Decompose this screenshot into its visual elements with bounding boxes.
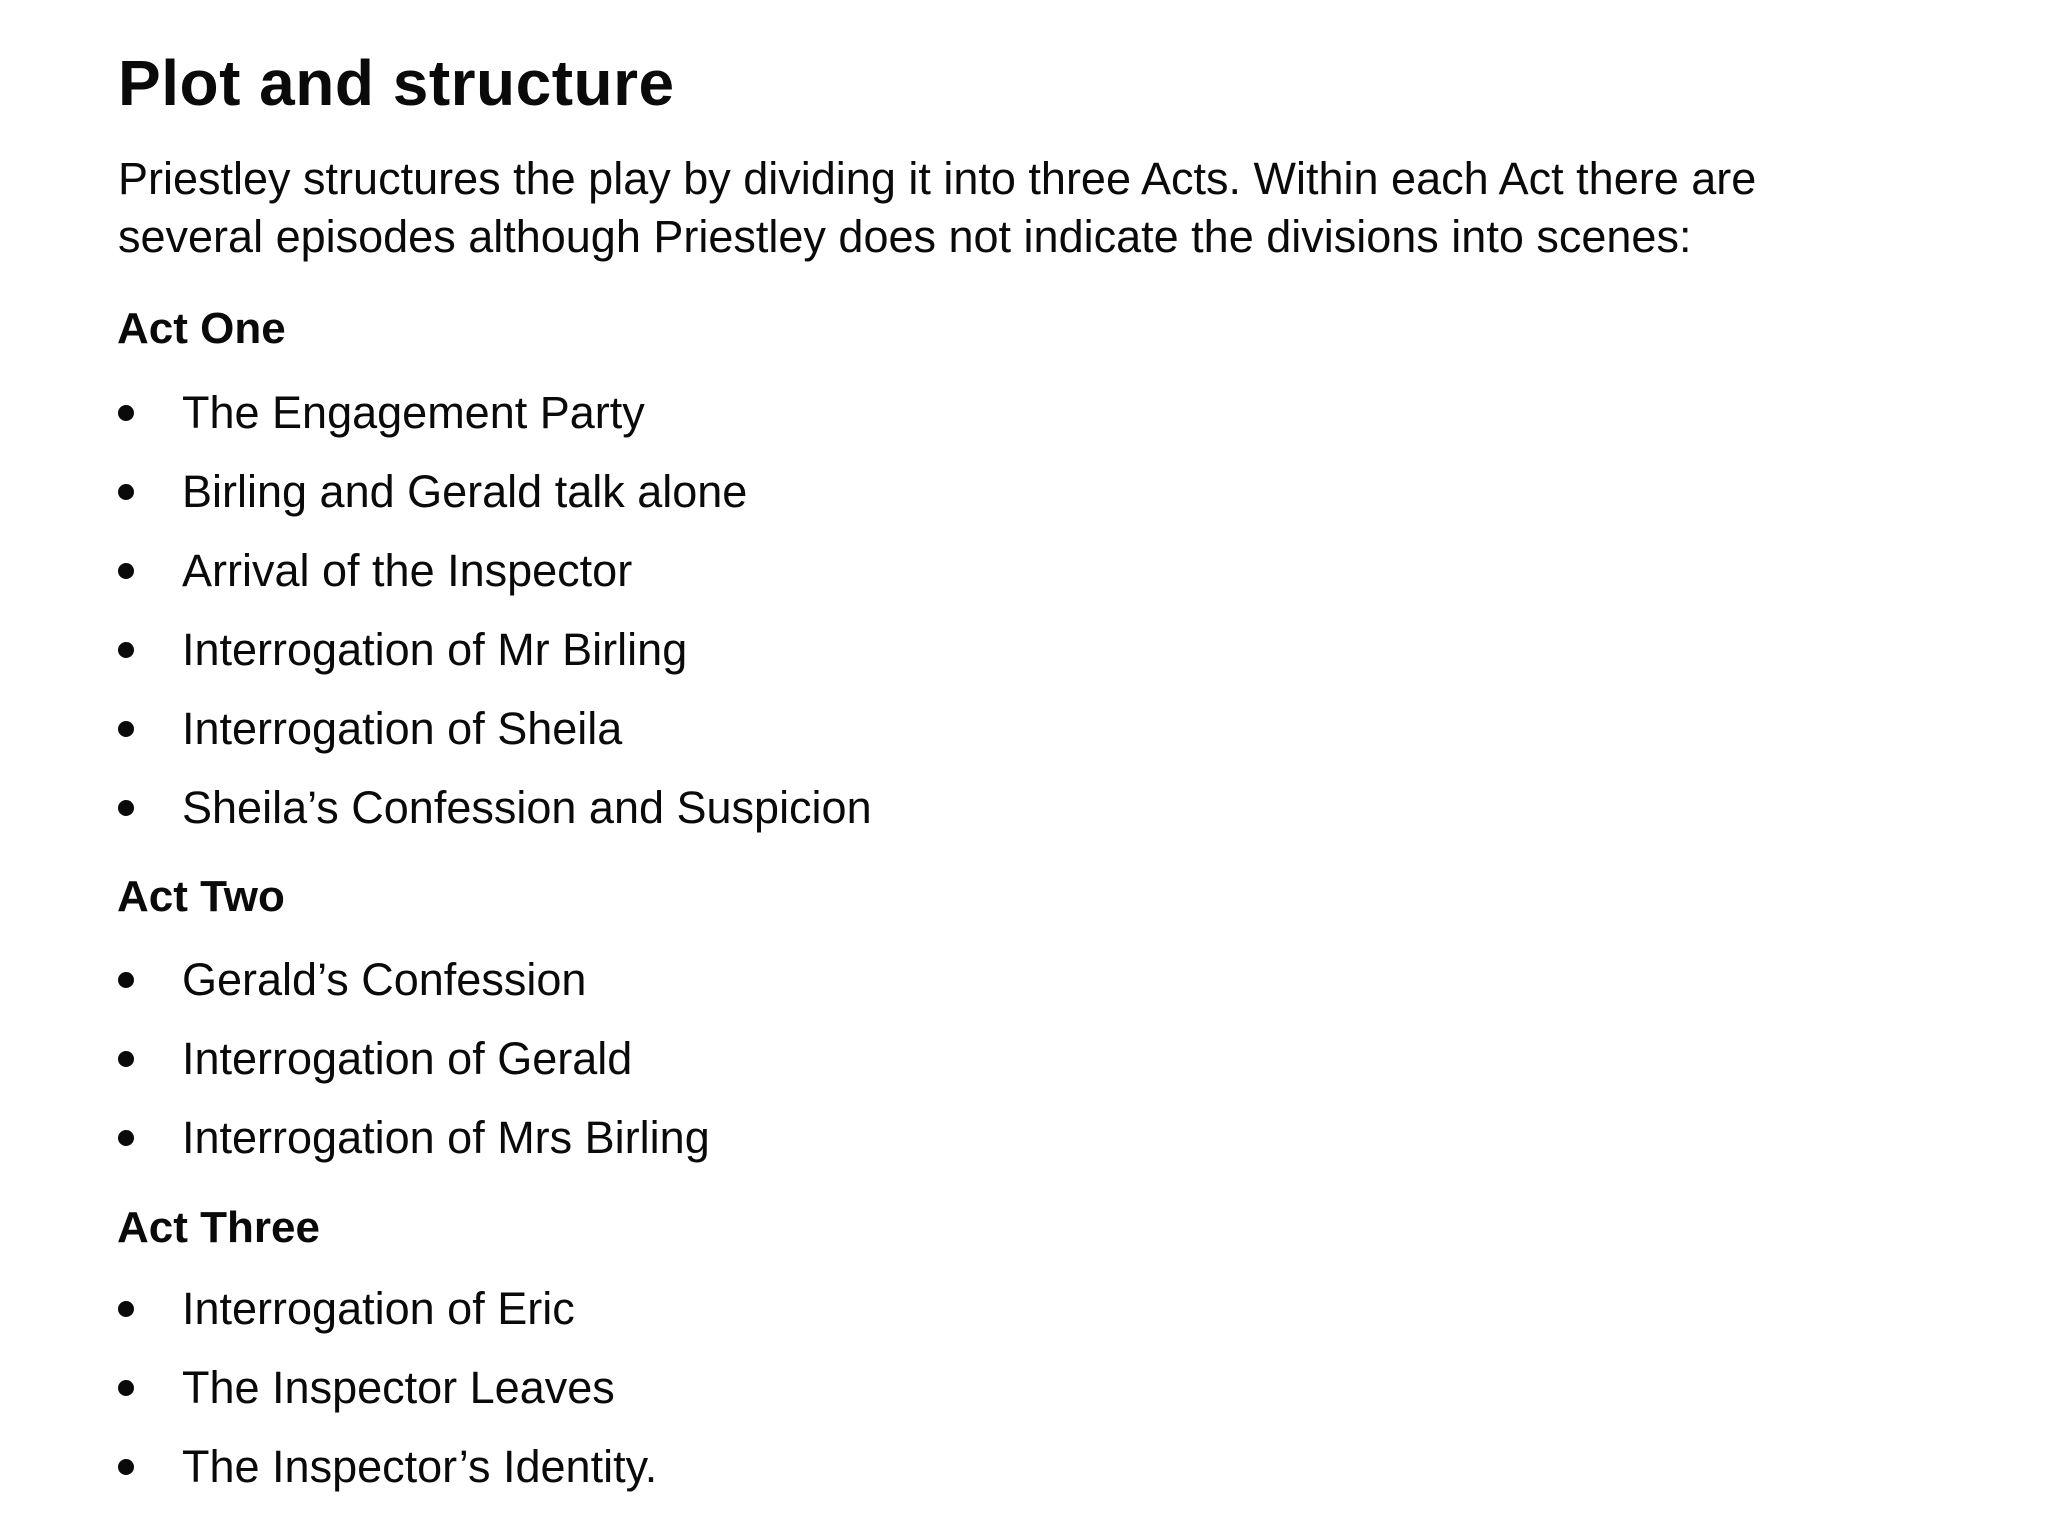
list-item-text: Interrogation of Eric [182, 1283, 575, 1334]
list-item-text: Interrogation of Mrs Birling [182, 1112, 710, 1163]
bullet-icon [118, 642, 134, 658]
bullet-icon [118, 484, 134, 500]
bullet-icon [118, 1051, 134, 1067]
bullet-icon [118, 721, 134, 737]
bullet-icon [118, 1459, 134, 1475]
list-item-text: Interrogation of Sheila [182, 703, 623, 754]
bullet-icon [118, 1301, 134, 1317]
list-item-text: Sheila’s Confession and Suspicion [182, 782, 872, 833]
intro-line: several episodes although Priestley does not indicate the divisions into scenes: [118, 211, 1692, 262]
bullet-icon [118, 800, 134, 816]
act-three-heading: Act Three [117, 1203, 320, 1252]
list-item-text: The Inspector’s Identity. [182, 1441, 658, 1492]
list-item-text: Arrival of the Inspector [182, 545, 633, 596]
document-page [116, 0, 2016, 1536]
intro-line: Priestley structures the play by dividing it into three Acts. Within each Act there are [118, 153, 1757, 204]
intro-paragraph [118, 150, 2018, 266]
list-item-text: Interrogation of Gerald [182, 1033, 633, 1084]
bullet-icon [118, 563, 134, 579]
bullet-icon [118, 972, 134, 988]
bullet-icon [118, 1130, 134, 1146]
list-item-text: The Inspector Leaves [182, 1362, 615, 1413]
act-two-heading: Act Two [117, 872, 285, 921]
bullet-icon [118, 405, 134, 421]
act-one-heading: Act One [117, 304, 286, 353]
list-item-text: Interrogation of Mr Birling [182, 624, 688, 675]
list-item-text: Birling and Gerald talk alone [182, 466, 748, 517]
list-item-text: The Engagement Party [182, 387, 645, 438]
page-title: Plot and structure [118, 47, 675, 119]
bullet-icon [118, 1380, 134, 1396]
list-item-text: Gerald’s Confession [182, 954, 587, 1005]
